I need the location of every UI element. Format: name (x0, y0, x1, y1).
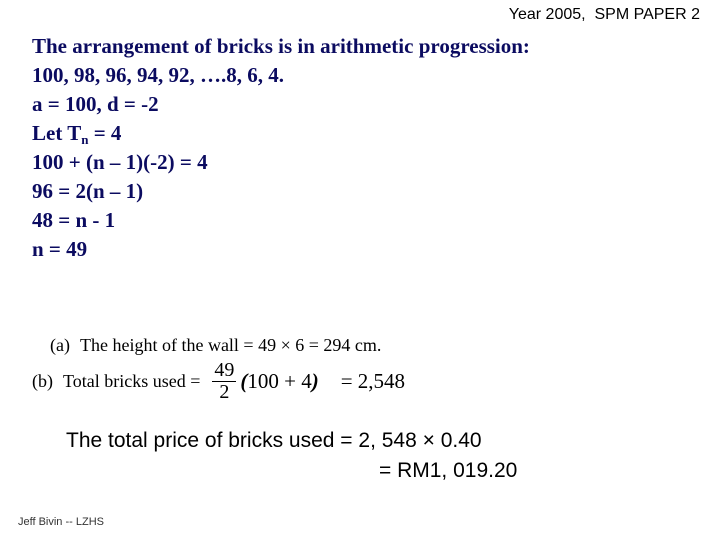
part-a-text: The height of the wall = 49 × 6 = 294 cm. (79, 335, 382, 355)
solution-line-2: 100, 98, 96, 94, 92, ….8, 6, 4. (32, 63, 284, 87)
fraction-numerator: 49 (214, 358, 235, 381)
paren-close: ) (311, 368, 319, 393)
fraction (212, 360, 236, 403)
part-b-prefix: Total bricks used = (63, 370, 201, 391)
footer-credit: Jeff Bivin -- LZHS (18, 516, 104, 528)
part-a-marker: (a) (50, 335, 70, 355)
solution-line-6: 96 = 2(n – 1) (32, 179, 144, 203)
slide-header: Year 2005, SPM PAPER 2 (508, 6, 700, 23)
part-b (32, 356, 405, 406)
solution-line-5: 100 + (n – 1)(-2) = 4 (32, 150, 208, 174)
solution-line-3: a = 100, d = -2 (32, 92, 159, 116)
solution-line-4 (32, 119, 530, 148)
paren-inner: 100 + 4 (247, 368, 312, 393)
tn-prefix: Let T (32, 121, 82, 145)
solution-line-1: The arrangement of bricks is in arithmetic progression: (32, 34, 530, 58)
fraction-denominator: 2 (219, 380, 230, 403)
solution-line-8: n = 49 (32, 237, 88, 261)
paren-open: ( (240, 368, 248, 393)
solution-line-7: 48 = n - 1 (32, 208, 116, 232)
solution-block (32, 32, 530, 264)
tn-suffix: = 4 (88, 121, 122, 145)
part-b-result: = 2,548 (340, 368, 406, 393)
price-line-2: = RM1, 019.20 (379, 459, 518, 482)
price-line-1: The total price of bricks used = 2, 548 × 0.40 (66, 429, 482, 452)
price-block (66, 426, 517, 486)
paren-expression (240, 369, 318, 394)
part-b-marker: (b) (32, 370, 53, 391)
tn-subscript: n (81, 132, 89, 147)
